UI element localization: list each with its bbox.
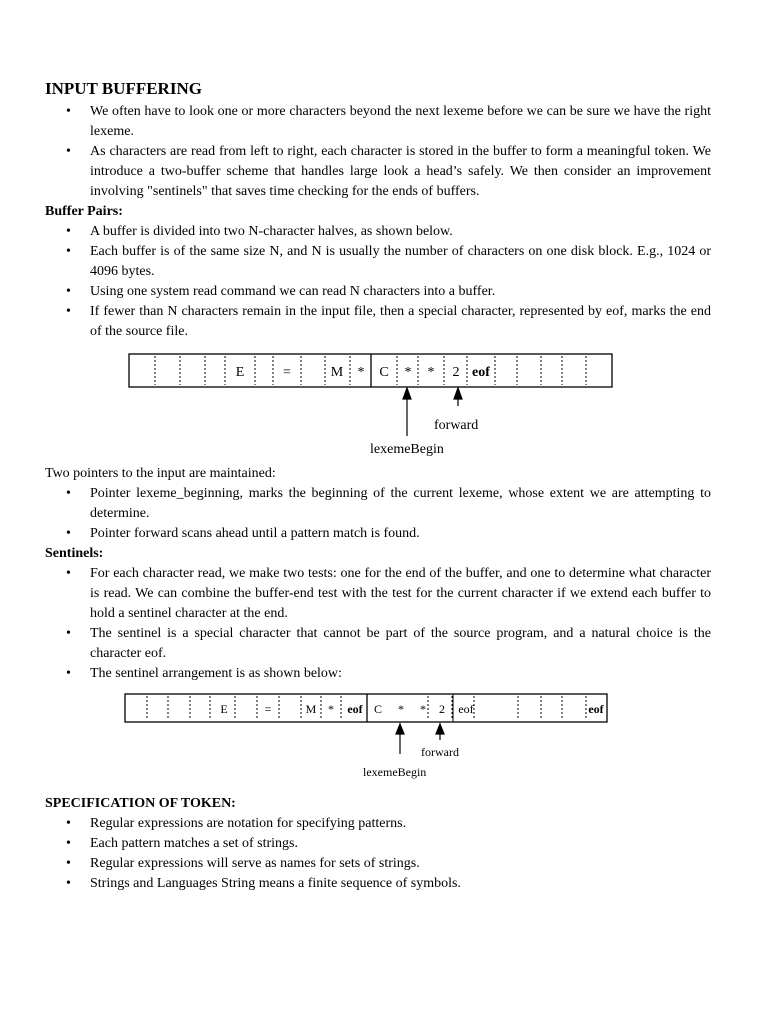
specification-heading: SPECIFICATION OF TOKEN: xyxy=(45,796,236,811)
buffer-cell: M xyxy=(330,365,344,380)
forward-label: forward xyxy=(434,418,479,433)
buffer-cell: = xyxy=(283,365,291,380)
buffer-cell: 2 xyxy=(452,365,460,380)
list-item: • We often have to look one or more characters beyond the next lexeme before we can be sure we have the right lexeme. xyxy=(45,102,711,142)
lexeme-begin-label: lexemeBegin xyxy=(363,765,427,779)
buffer-cell: * xyxy=(404,365,412,380)
list-item: • Each buffer is of the same size N, and N is usually the number of characters on one disk block. E.g., 1024 or 4096 bytes. xyxy=(45,242,711,282)
document-page xyxy=(45,78,711,894)
buffer-cell: E xyxy=(235,365,245,380)
list-item: • Regular expressions are notation for specifying patterns. xyxy=(45,814,711,834)
buffer-cell: C xyxy=(373,702,383,716)
list-item: • The sentinel is a special character that cannot be part of the source program, and a natural choice is the character eof. xyxy=(45,624,711,664)
buffer-cell: M xyxy=(305,702,317,716)
buffer-pair-diagram xyxy=(45,342,711,464)
sentinels-list xyxy=(45,564,711,684)
list-item: • Pointer forward scans ahead until a pattern match is found. xyxy=(45,524,711,544)
pointers-list xyxy=(45,484,711,544)
buffer-cell: * xyxy=(427,365,435,380)
list-item: • Using one system read command we can read N characters into a buffer. xyxy=(45,282,711,302)
sentinel-svg xyxy=(45,690,711,794)
list-item: • Pointer lexeme_beginning, marks the beginning of the current lexeme, whose extent we are attempting to determine. xyxy=(45,484,711,524)
list-item: • Each pattern matches a set of strings. xyxy=(45,834,711,854)
list-item: • The sentinel arrangement is as shown below: xyxy=(45,664,711,684)
sentinels-heading: Sentinels: xyxy=(45,546,104,561)
list-item: • A buffer is divided into two N-character halves, as shown below. xyxy=(45,222,711,242)
eof-cell: eof xyxy=(472,365,490,380)
buffer-pairs-heading: Buffer Pairs: xyxy=(45,204,123,219)
buffer-cell: * xyxy=(357,365,365,380)
input-buffering-list xyxy=(45,102,711,202)
list-item: • If fewer than N characters remain in the input file, then a special character, represented by eof, marks the end of the source file. xyxy=(45,302,711,342)
buffer-cell: C xyxy=(379,365,389,380)
buffer-cell: * xyxy=(398,702,404,716)
buffer-cell: E xyxy=(220,702,228,716)
lexeme-begin-arrowhead xyxy=(396,724,404,734)
buffer-cell: * xyxy=(420,702,426,716)
lexeme-begin-label: lexemeBegin xyxy=(370,442,444,457)
buffer-cell: * xyxy=(328,702,334,716)
pointers-intro: Two pointers to the input are maintained: xyxy=(45,466,276,481)
eof-cell: eof xyxy=(458,702,474,716)
list-item: • For each character read, we make two tests: one for the end of the buffer, and one to determine what character is read. We can combine the buffer-end test with the test for the current character if we extend each buffer to hold a sentinel character at the end. xyxy=(45,564,711,624)
list-item: • Regular expressions will serve as names for sets of strings. xyxy=(45,854,711,874)
sentinel-diagram xyxy=(45,690,711,794)
list-item: • As characters are read from left to right, each character is stored in the buffer to form a meaningful token. We introduce a two-buffer scheme that handles large look a head’s safely. We then consider an improvement involving "sentinels" that saves time checking for the ends of buffers. xyxy=(45,142,711,202)
forward-arrowhead xyxy=(454,388,462,399)
eof-cell: eof xyxy=(347,702,363,716)
buffer-cell: 2 xyxy=(439,702,445,716)
forward-arrowhead xyxy=(436,724,444,734)
section-title-input-buffering: INPUT BUFFERING xyxy=(45,79,202,98)
buffer-box xyxy=(125,694,607,722)
buffer-pair-svg xyxy=(45,342,711,464)
list-item: • Strings and Languages String means a finite sequence of symbols. xyxy=(45,874,711,894)
eof-cell: eof xyxy=(588,702,604,716)
buffer-cell: = xyxy=(264,702,272,716)
lexeme-begin-arrowhead xyxy=(403,388,411,399)
buffer-pairs-list xyxy=(45,222,711,342)
forward-label: forward xyxy=(421,745,459,759)
specification-list xyxy=(45,814,711,894)
